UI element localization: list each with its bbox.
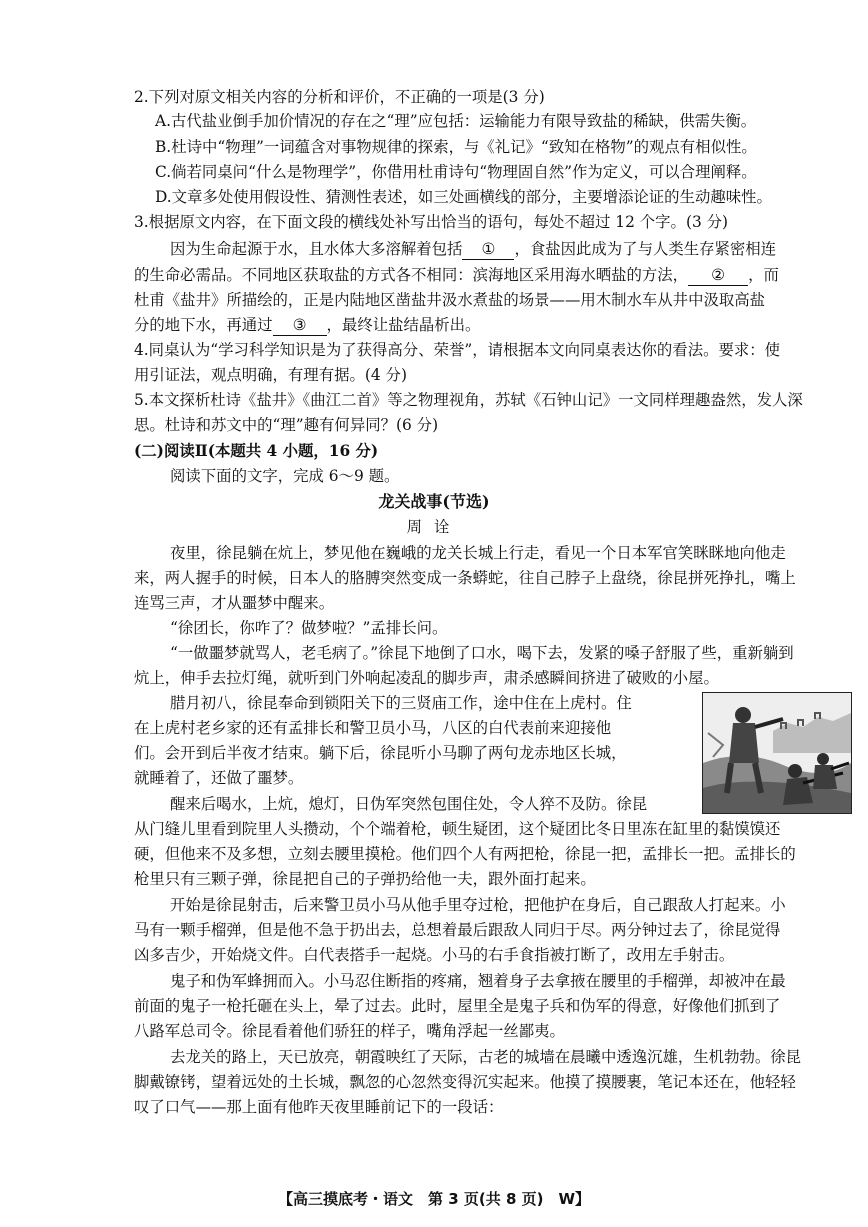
story-line: 枪里只有三颗子弹，徐昆把自己的子弹扔给他一夫，跟外面打起来。 <box>134 870 596 888</box>
section-2-instruction: 阅读下面的文字，完成 6～9 题。 <box>170 467 400 485</box>
question-2-option-c: C.倘若同桌问“什么是物理学”，你借用杜甫诗句“物理固自然”作为定义，可以合理阐释。 <box>155 163 757 181</box>
question-3-line-1 <box>170 236 776 262</box>
q3-text-4b: ，最终让盐结晶析出。 <box>326 316 481 334</box>
story-line: 叹了口气——那上面有他昨天夜里睡前记下的一段话： <box>134 1098 504 1116</box>
story-line: 们。会开到后半夜才结束。躺下后，徐昆听小马聊了两句龙赤地区长城， <box>134 744 627 762</box>
q3-text-2a: 的生命必需品。不同地区获取盐的方式各不相同：滨海地区采用海水晒盐的方法， <box>134 266 689 284</box>
story-line: 脚戴镣铐，望着远处的土长城，飘忽的心忽然变得沉实起来。他摸了摸腰裹，笔记本还在，他轻轻 <box>134 1073 796 1091</box>
answer-blank-3[interactable]: ③ <box>273 315 327 336</box>
story-line: “一做噩梦就骂人，老毛病了。”徐昆下地倒了口水，喝下去，发紧的嗓子舒服了些，重新躺到 <box>170 644 794 662</box>
answer-blank-1[interactable]: ① <box>462 239 514 260</box>
story-line: 硬，但他来不及多想，立刻去腰里摸枪。他们四个人有两把枪，徐昆一把，孟排长一把。孟排长的 <box>134 845 796 863</box>
story-line: 连骂三声，才从噩梦中醒来。 <box>134 594 335 612</box>
question-3-stem: 3.根据原文内容，在下面文段的横线处补写出恰当的语句，每处不超过 12 个字。(3 分) <box>134 213 729 231</box>
story-line: 凶多吉少，开始烧文件。白代表搭手一起烧。小马的右手食指被打断了，改用左手射击。 <box>134 946 735 964</box>
question-5-line-2: 思。杜诗和苏文中的“理”趣有何异同？(6 分) <box>134 416 439 434</box>
story-line: 开始是徐昆射击，后来警卫员小马从他手里夺过枪，把他护在身后，自己跟敌人打起来。小 <box>170 896 786 914</box>
story-line: 腊月初八，徐昆奉命到锁阳关下的三贤庙工作，途中住在上虎村。住 <box>170 694 632 712</box>
story-line: 马有一颗手榴弹，但是他不急于扔出去，总想着最后跟敌人同归于尽。两分钟过去了，徐昆觉得 <box>134 921 781 939</box>
q3-text-1b: ，食盐因此成为了与人类生存紧密相连 <box>514 240 777 258</box>
page-footer: 【高三摸底考・语文 第 3 页(共 8 页) W】 <box>277 1190 591 1208</box>
story-line: 在上虎村老乡家的还有孟排长和警卫员小马，八区的白代表前来迎接他 <box>134 719 612 737</box>
q3-text-2b: ，而 <box>748 266 779 284</box>
story-line: 炕上，伸手去拉灯绳，就听到门外响起凌乱的脚步声，肃杀感瞬间挤进了破败的小屋。 <box>134 669 719 687</box>
question-3-line-2 <box>134 262 779 288</box>
story-line: 来，两人握手的时候，日本人的胳膊突然变成一条蟒蛇，往自己脖子上盘绕，徐昆拼死挣扎，嘴上 <box>134 569 796 587</box>
question-3-line-4 <box>134 312 480 338</box>
story-line: 夜里，徐昆躺在炕上，梦见他在巍峨的龙关长城上行走，看见一个日本军官笑眯眯地向他走 <box>170 544 786 562</box>
question-3-line-3: 杜甫《盐井》所描绘的，正是内陆地区凿盐井汲水煮盐的场景——用木制水车从井中汲取高盐 <box>134 291 766 309</box>
question-2-stem: 2.下列对原文相关内容的分析和评价，不正确的一项是(3 分) <box>134 88 545 106</box>
q3-text-1a: 因为生命起源于水，且水体大多溶解着包括 <box>170 240 463 258</box>
story-illustration <box>702 692 852 814</box>
story-title: 龙关战事(节选) <box>378 492 490 511</box>
story-line: 鬼子和伪军蜂拥而入。小马忍住断指的疼痛，翘着身子去拿掖在腰里的手榴弹，却被冲在最 <box>170 972 786 990</box>
question-5-line-1: 5.本文探析杜诗《盐井》《曲江二首》等之物理视角，苏轼《石钟山记》一文同样理趣盎然，发人深 <box>134 391 803 409</box>
story-line: “徐团长，你咋了？做梦啦？”孟排长问。 <box>170 619 448 637</box>
story-line: 就睡着了，还做了噩梦。 <box>134 769 304 787</box>
story-line: 从门缝儿里看到院里人头攒动，个个端着枪，顿生疑团，这个疑团比冬日里冻在缸里的黏馍馍还 <box>134 820 781 838</box>
story-author: 周诠 <box>406 518 462 536</box>
story-line: 去龙关的路上，天已放亮，朝霞映红了天际，古老的城墙在晨曦中透逸沉雄，生机勃勃。徐昆 <box>170 1048 802 1066</box>
story-line: 醒来后喝水，上炕，熄灯，日伪军突然包围住处，令人猝不及防。徐昆 <box>170 795 648 813</box>
q3-text-4a: 分的地下水，再通过 <box>134 316 273 334</box>
soldiers-great-wall-icon <box>703 693 851 813</box>
section-2-heading: (二)阅读Ⅱ(本题共 4 小题，16 分) <box>134 442 379 460</box>
story-line: 前面的鬼子一枪托砸在头上，晕了过去。此时，屋里全是鬼子兵和伪军的得意，好像他们抓到了 <box>134 997 781 1015</box>
answer-blank-2[interactable]: ② <box>688 265 748 286</box>
question-2-option-b: B.杜诗中“物理”一词蕴含对事物规律的探索，与《礼记》“致知在格物”的观点有相似性。 <box>155 138 757 156</box>
question-4-line-1: 4.同桌认为“学习科学知识是为了获得高分、荣誉”，请根据本文向同桌表达你的看法。要求：使 <box>134 341 781 359</box>
story-line: 八路军总司令。徐昆看着他们骄狂的样子，嘴角浮起一丝鄙夷。 <box>134 1022 565 1040</box>
question-2-option-a: A.古代盐业倒手加价情况的存在之“理”应包括：运输能力有限导致盐的稀缺，供需失衡。 <box>155 112 757 130</box>
question-4-line-2: 用引证法，观点明确，有理有据。(4 分) <box>134 366 407 384</box>
question-2-option-d: D.文章多处使用假设性、猜测性表述，如三处画横线的部分，主要增添论证的生动趣味性。 <box>155 188 772 206</box>
